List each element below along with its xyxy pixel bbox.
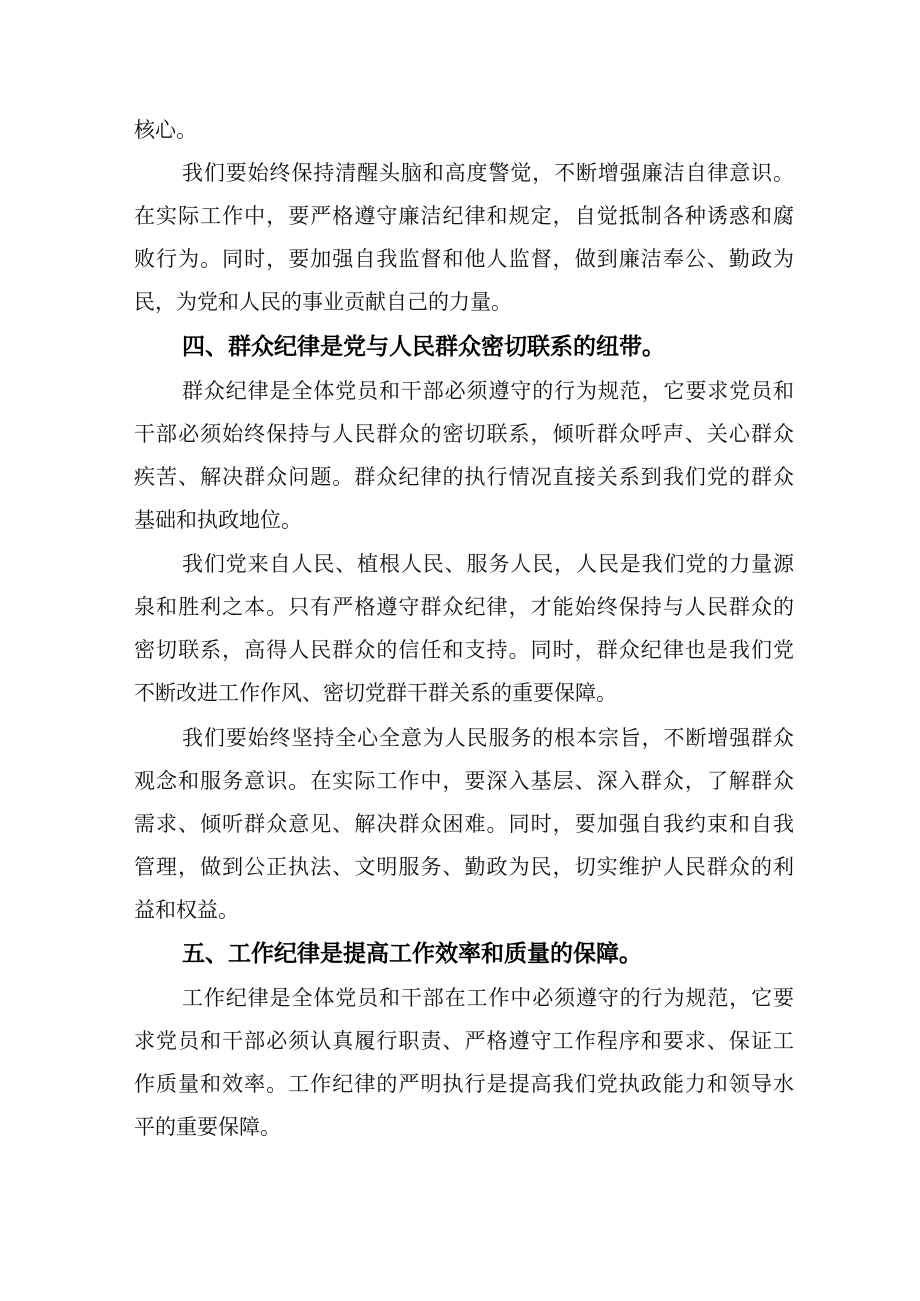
- text-line: 工作纪律是全体党员和干部在工作中必须遵守的行为规范，它要: [182, 986, 794, 1010]
- section-heading-mass-discipline: 四、群众纪律是党与人民群众密切联系的纽带。: [182, 334, 665, 360]
- text-line: 求党员和干部必须认真履行职责、严格遵守工作程序和要求、保证工: [134, 1029, 794, 1053]
- section-heading-work-discipline: 五、工作纪律是提高工作效率和质量的保障。: [182, 941, 642, 967]
- paragraph-self-discipline: [134, 152, 794, 324]
- text-line: 密切联系，高得人民群众的信任和支持。同时，群众纪律也是我们党: [134, 638, 794, 662]
- text-line: 群众纪律是全体党员和干部必须遵守的行为规范，它要求党员和: [182, 379, 794, 403]
- text-line: 益和权益。: [134, 898, 239, 922]
- text-line: 作质量和效率。工作纪律的严明执行是提高我们党执政能力和领导水: [134, 1072, 794, 1096]
- paragraph-work-discipline-definition: [134, 977, 794, 1149]
- text-line: 不断改进工作作风、密切党群干群关系的重要保障。: [134, 681, 617, 705]
- text-line: 干部必须始终保持与人民群众的密切联系，倾听群众呼声、关心群众: [134, 422, 794, 446]
- text-line: 观念和服务意识。在实际工作中，要深入基层、深入群众，了解群众: [134, 769, 794, 793]
- text-line: 我们党来自人民、植根人民、服务人民，人民是我们党的力量源: [182, 552, 794, 576]
- text-line: 核心。: [134, 118, 197, 142]
- paragraph-continuation: [134, 109, 794, 152]
- text-line: 疾苦、解决群众问题。群众纪律的执行情况直接关系到我们党的群众: [134, 465, 794, 489]
- text-line: 我们要始终坚持全心全意为人民服务的根本宗旨，不断增强群众: [182, 726, 794, 750]
- text-line: 民，为党和人民的事业贡献自己的力量。: [134, 290, 512, 314]
- paragraph-serve-people: [134, 717, 794, 932]
- text-line: 泉和胜利之本。只有严格遵守群众纪律，才能始终保持与人民群众的: [134, 595, 794, 619]
- paragraph-party-from-people: [134, 543, 794, 715]
- text-line: 平的重要保障。: [134, 1115, 281, 1139]
- text-line: 管理，做到公正执法、文明服务、勤政为民，切实维护人民群众的利: [134, 855, 794, 879]
- text-line: 我们要始终保持清醒头脑和高度警觉，不断增强廉洁自律意识。: [182, 161, 794, 185]
- paragraph-mass-discipline-definition: [134, 370, 794, 542]
- text-line: 需求、倾听群众意见、解决群众困难。同时，要加强自我约束和自我: [134, 812, 794, 836]
- text-line: 败行为。同时，要加强自我监督和他人监督，做到廉洁奉公、勤政为: [134, 247, 794, 271]
- text-line: 在实际工作中，要严格遵守廉洁纪律和规定，自觉抵制各种诱惑和腐: [134, 204, 794, 228]
- text-line: 基础和执政地位。: [134, 508, 302, 532]
